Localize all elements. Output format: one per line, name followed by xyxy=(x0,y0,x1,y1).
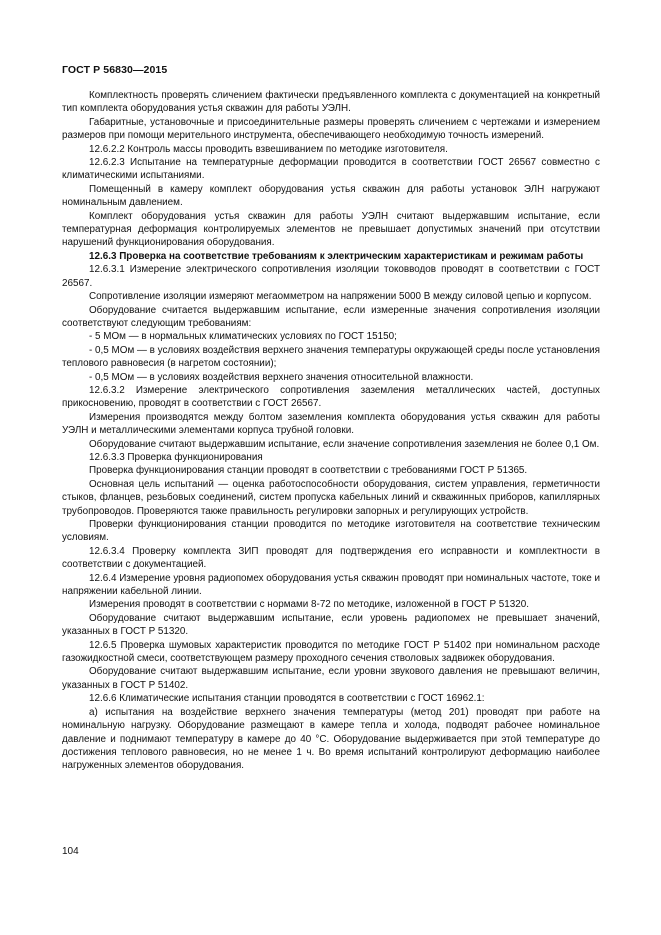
section-heading: 12.6.3 Проверка на соответствие требованиям к электрическим характеристикам и режимам работы xyxy=(89,250,584,262)
paragraph: 12.6.2.2 Контроль массы проводить взвешиванием по методике изготовителя. xyxy=(89,143,448,155)
paragraph: 12.6.5 Проверка шумовых характеристик проводится по методике ГОСТ Р 51402 при номинальном расходе газожидкостной смеси, соответствующем размеру проходного сечения стволовых задвижек оборудования. xyxy=(62,639,600,665)
paragraph: Основная цель испытаний — оценка работоспособности оборудования, систем управления, герметичности стыков, фланцев, резьбовых соединений, систем пропуска кабельных линий и скважинных приборов, капиллярных трубопроводов. Проверяются также правильность регулировки запорных и регулирующих устройств. xyxy=(62,478,600,517)
paragraph: 12.6.2.3 Испытание на температурные деформации проводится в соответствии ГОСТ 26567 совместно с климатическими испытаниями. xyxy=(62,157,600,182)
paragraph: Проверка функционирования станции проводят в соответствии с требованиями ГОСТ Р 51365. xyxy=(89,465,528,477)
paragraph: Оборудование считается выдержавшим испытание, если измеренные значения сопротивления изоляции соответствуют следующим требованиям: xyxy=(62,304,600,329)
paragraph: 12.6.3.3 Проверка функционирования xyxy=(89,451,263,463)
paragraph: 12.6.3.4 Проверку комплекта ЗИП проводят для подтверждения его исправности и комплектности в соответствии с документацией. xyxy=(62,545,600,571)
paragraph: Проверки функционирования станции проводится по методике изготовителя на соответствие техническим условиям. xyxy=(62,519,600,544)
paragraph: а) испытания на воздействие верхнего значения температуры (метод 201) проводят при работе на номинальную нагрузку. Оборудование размещают в камере тепла и холода, подводят рабочее номинальное давление и поднимают температуру в камере до 40 °С. Оборудование выдерживается при этой температуре до достижения теплового равновесия, но не менее 1 ч. Во время испытаний контролируют деформацию наиболее нагруженных элементов оборудования. xyxy=(62,706,600,772)
paragraph: - 5 МОм — в нормальных климатических условиях по ГОСТ 15150; xyxy=(89,331,397,343)
paragraph: Помещенный в камеру комплект оборудования устья скважин для работы установок ЭЛН нагружают номинальным давлением. xyxy=(62,183,600,209)
paragraph: Оборудование считают выдержавшим испытание, если значение сопротивления заземления не более 0,1 Ом. xyxy=(89,438,600,450)
paragraph: - 0,5 МОм — в условиях воздействия верхнего значения относительной влажности. xyxy=(89,371,474,383)
paragraph: Комплект оборудования устья скважин для работы УЭЛН считают выдержавшим испытание, если температурная деформация контролируемых элементов не превышает допустимых значений при отсутствии нарушений функционирования оборудования. xyxy=(62,210,600,249)
paragraph: Габаритные, установочные и присоединительные размеры проверять сличением с чертежами и измерением размеров при помощи мерительного инструмента, обеспечивающего необходимую точность измерений. xyxy=(62,116,600,142)
document-body xyxy=(62,89,600,773)
paragraph: Сопротивление изоляции измеряют мегаомметром на напряжении 5000 В между силовой цепью и корпусом. xyxy=(89,291,592,303)
paragraph: Комплектность проверять сличением фактически предъявленного комплекта с документацией на конкретный тип комплекта оборудования устья скважин для работы УЭЛН. xyxy=(62,90,600,115)
page-header: ГОСТ Р 56830—2015 xyxy=(62,64,168,76)
paragraph: Измерения производятся между болтом заземления комплекта оборудования устья скважин для работы УЭЛН и металлическими элементами корпуса трубной головки. xyxy=(62,411,600,437)
paragraph: Оборудование считают выдержавшим испытание, если уровень радиопомех не превышает значений, указанных в ГОСТ Р 51320. xyxy=(62,612,600,638)
paragraph: 12.6.3.2 Измерение электрического сопротивления заземления металлических частей, доступных прикосновению, проводят в соответствии с ГОСТ 26567. xyxy=(62,384,600,410)
paragraph: Оборудование считают выдержавшим испытание, если уровни звукового давления не превышают величин, указанных в ГОСТ Р 51402. xyxy=(62,666,600,691)
page-number: 104 xyxy=(62,846,79,857)
paragraph: 12.6.3.1 Измерение электрического сопротивления изоляции токовводов проводят в соответствии с ГОСТ 26567. xyxy=(62,264,600,289)
paragraph: Измерения проводят в соответствии с нормами 8-72 по методике, изложенной в ГОСТ Р 51320. xyxy=(89,599,529,611)
paragraph: - 0,5 МОм — в условиях воздействия верхнего значения температуры окружающей среды после установления теплового равновесия (в нагретом состоянии); xyxy=(62,344,600,370)
paragraph: 12.6.6 Климатические испытания станции проводятся в соответствии с ГОСТ 16962.1: xyxy=(89,693,485,705)
paragraph: 12.6.4 Измерение уровня радиопомех оборудования устья скважин проводят при номинальных частоте, токе и напряжении кабельной линии. xyxy=(62,572,600,598)
